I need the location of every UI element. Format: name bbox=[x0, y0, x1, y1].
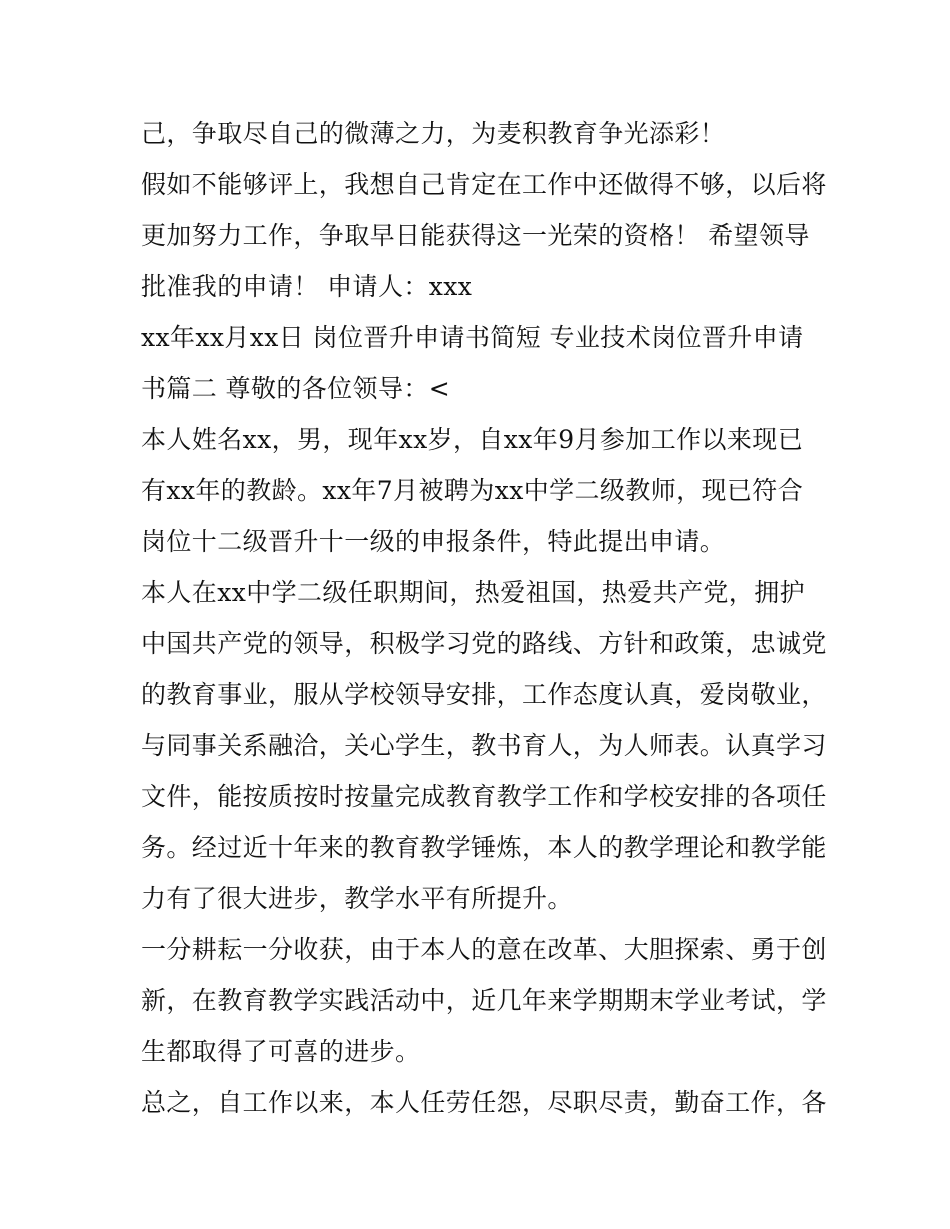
text-line: 假如不能够评上，我想自己肯定在工作中还做得不够，以后将 bbox=[141, 170, 827, 199]
text-line: 力有了很大进步，教学水平有所提升。 bbox=[141, 884, 573, 913]
document-body bbox=[141, 108, 831, 1128]
text-line: 更加努力工作，争取早日能获得这一光荣的资格！ 希望领导 bbox=[141, 221, 810, 250]
text-line: 己，争取尽自己的微薄之力，为麦积教育争光添彩！ bbox=[141, 119, 726, 148]
text-line: 本人姓名xx，男，现年xx岁，自xx年9月参加工作以来现已 bbox=[141, 425, 804, 454]
text-line: 新，在教育教学实践活动中，近几年来学期期末学业考试，学 bbox=[141, 986, 827, 1015]
text-line: 批准我的申请！ 申请人：xxx bbox=[141, 272, 473, 301]
text-line: 本人在xx中学二级任职期间，热爱祖国，热爱共产党，拥护 bbox=[141, 578, 806, 607]
text-line: 有xx年的教龄。xx年7月被聘为xx中学二级教师，现已符合 bbox=[141, 476, 804, 505]
text-line: 务。经过近十年来的教育教学锤炼，本人的教学理论和教学能 bbox=[141, 833, 827, 862]
text-line: 岗位十二级晋升十一级的申报条件，特此提出申请。 bbox=[141, 527, 726, 556]
text-line: xx年xx月xx日 岗位晋升申请书简短 专业技术岗位晋升申请 bbox=[141, 323, 804, 352]
text-line: 生都取得了可喜的进步。 bbox=[141, 1037, 421, 1066]
text-line: 总之，自工作以来，本人任劳任怨，尽职尽责，勤奋工作，各 bbox=[141, 1088, 827, 1117]
text-line: 文件，能按质按时按量完成教育教学工作和学校安排的各项任 bbox=[141, 782, 827, 811]
text-line: 一分耕耘一分收获，由于本人的意在改革、大胆探索、勇于创 bbox=[141, 935, 827, 964]
text-line: 与同事关系融洽，关心学生，教书育人，为人师表。认真学习 bbox=[141, 731, 827, 760]
text-line: 中国共产党的领导，积极学习党的路线、方针和政策，忠诚党 bbox=[141, 629, 827, 658]
text-line: 书篇二 尊敬的各位领导：< bbox=[141, 374, 451, 403]
text-line: 的教育事业，服从学校领导安排，工作态度认真，爱岗敬业， bbox=[141, 680, 827, 709]
